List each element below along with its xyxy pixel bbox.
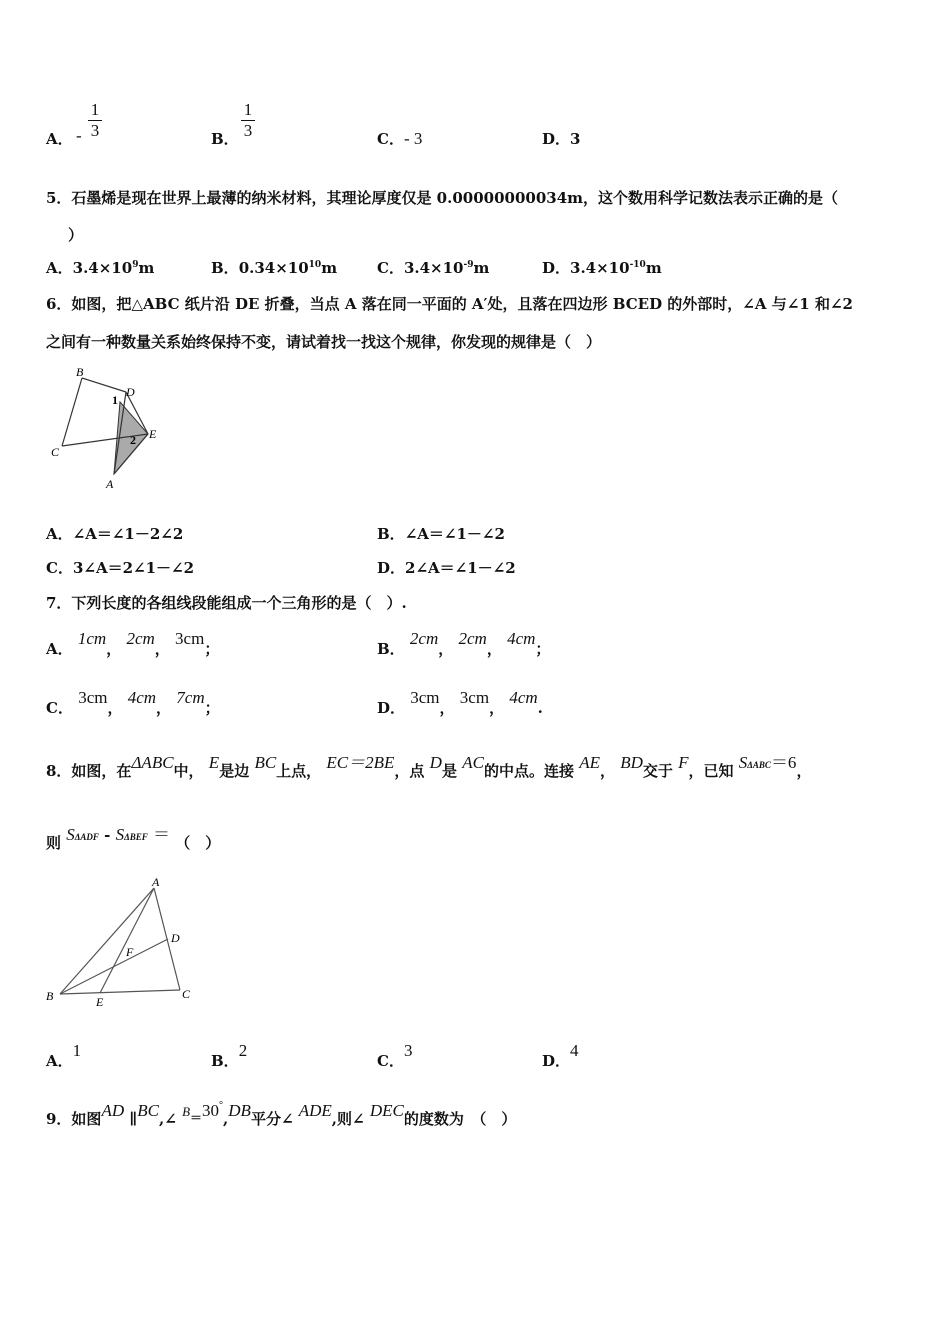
q4-option-b-fraction: 1 3 bbox=[241, 101, 255, 140]
q8-option-c: C．3 bbox=[377, 1041, 413, 1070]
q8-option-b: B．2 bbox=[211, 1041, 248, 1070]
q6-edge-bd bbox=[82, 378, 126, 392]
q7-option-b: B． 2cm， 2cm， 4cm； bbox=[377, 629, 551, 658]
q6-label-a: A bbox=[106, 477, 114, 491]
q8-triangle-figure bbox=[44, 872, 198, 1012]
q8-label-f: F bbox=[126, 945, 134, 959]
q8-stem-line1: 8．如图，在ΔABC中， E是边 BC上点， EC＝2BE，点 D是 AC的中点。连接 AE， BD交于 F，已知 SΔABC＝6， bbox=[46, 753, 812, 780]
q6-label-d: D bbox=[126, 385, 135, 399]
q8-label-d: D bbox=[171, 931, 180, 945]
q9-stem: 9．如图AD ∥BC,∠ $B_=30^\circ,DB$平分∠ ADE,则∠ DEC的度数为 （ ） bbox=[46, 1100, 517, 1128]
q8-label-b: B bbox=[46, 989, 54, 1003]
q8-label-a: A bbox=[152, 875, 160, 889]
q6-option-c: C．3∠A＝2∠1－∠2 bbox=[46, 559, 195, 577]
q7-option-a: A． 1cm， 2cm， 3cm； bbox=[46, 629, 220, 658]
q6-fold-figure bbox=[46, 362, 166, 494]
q5-stem-line2: ） bbox=[68, 226, 84, 244]
q7-option-c: C． 3cm， 4cm， 7cm； bbox=[46, 688, 220, 717]
q8-label-c: C bbox=[182, 987, 191, 1001]
q7-option-d: D． 3cm， 3cm， 4cm. bbox=[377, 688, 543, 717]
q6-label-2: 2 bbox=[130, 433, 136, 447]
q6-option-b: B．∠A＝∠1－∠2 bbox=[377, 525, 505, 543]
q5-option-a: A．$3.4\times 10^9m$ bbox=[46, 259, 155, 277]
q6-label-1: 1 bbox=[112, 393, 118, 407]
q4-option-b: B． bbox=[211, 130, 239, 148]
q6-option-d: D．2∠A＝∠1－∠2 bbox=[377, 559, 516, 577]
q5-option-c: C．$3.4\times 10^{-9}m$ bbox=[377, 259, 490, 277]
q8-option-a: A．1 bbox=[46, 1041, 82, 1070]
q5-stem-line1: 5．石墨烯是现在世界上最薄的纳米材料，其理论厚度仅是 0.00000000034m，这个数用科学记数法表示正确的是（ bbox=[46, 189, 839, 207]
q5-option-d: D．$3.4\times 10^{-10}m$ bbox=[542, 259, 662, 277]
q5-option-b: B．$0.34\times 10^{10}m$ bbox=[211, 259, 338, 277]
q4-option-a-sign: - bbox=[76, 126, 82, 145]
q8-option-d: D．4 bbox=[542, 1041, 579, 1070]
q4-option-c: C．- 3 bbox=[377, 129, 423, 148]
q8-edge-bc bbox=[60, 990, 180, 994]
q7-stem: 7．下列长度的各组线段能组成一个三角形的是（ ）. bbox=[46, 594, 407, 612]
q6-stem-line1: 6．如图，把△ABC 纸片沿 DE 折叠，当点 A 落在同一平面的 A′处，且落在四边形 BCED 的外部时，∠A 与∠1 和∠2 bbox=[46, 295, 853, 313]
q6-stem-line2: 之间有一种数量关系始终保持不变，请试着找一找这个规律，你发现的规律是（ ） bbox=[46, 333, 602, 351]
q8-label-e: E bbox=[96, 995, 104, 1009]
q8-segment-bd bbox=[60, 939, 168, 994]
q6-label-e: E bbox=[149, 427, 157, 441]
q4-option-d: D．3 bbox=[542, 130, 581, 148]
q4-option-a: A． bbox=[46, 130, 73, 148]
q6-edge-bc bbox=[62, 378, 82, 446]
q4-option-a-fraction: 1 3 bbox=[88, 101, 102, 140]
q6-label-c: C bbox=[51, 445, 60, 459]
q6-label-b: B bbox=[76, 365, 84, 379]
q8-stem-line2: 则 SΔADF - SΔBEF ＝ （ ） bbox=[46, 825, 221, 852]
q6-option-a: A．∠A＝∠1－2∠2 bbox=[46, 525, 184, 543]
